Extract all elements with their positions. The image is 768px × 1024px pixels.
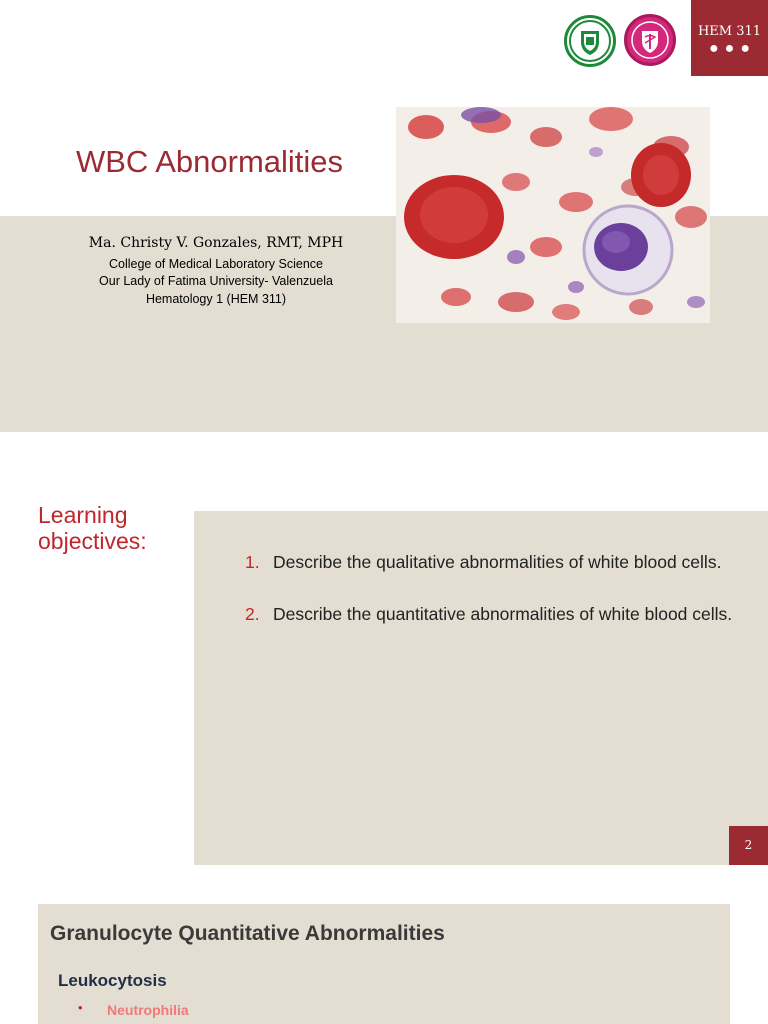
slide-title: Granulocyte Quantitative Abnormalities bbox=[50, 922, 445, 945]
objective-number: 2. bbox=[245, 604, 260, 624]
objectives-heading-text: Learning objectives: bbox=[38, 502, 147, 554]
objectives-slide bbox=[0, 432, 768, 880]
objective-text: Describe the qualitative abnormalities of white blood cells. bbox=[273, 552, 722, 572]
bullet-marker: • bbox=[78, 1000, 83, 1015]
objectives-heading bbox=[38, 502, 168, 554]
shield-icon bbox=[567, 18, 613, 64]
university-seal-logo bbox=[564, 15, 616, 67]
objective-item bbox=[245, 549, 745, 575]
course-code: HEM 311 bbox=[697, 24, 762, 39]
page-number-badge: 2 bbox=[729, 826, 768, 865]
blood-smear-illustration bbox=[396, 107, 710, 323]
affiliation-line: Our Lady of Fatima University- Valenzuela bbox=[99, 274, 333, 288]
granulocyte-slide bbox=[0, 880, 768, 1024]
affiliation-line: Hematology 1 (HEM 311) bbox=[145, 292, 287, 306]
blood-smear-image bbox=[396, 107, 710, 323]
caduceus-shield-icon bbox=[627, 17, 673, 63]
bullet-item: Neutrophilia bbox=[107, 1002, 189, 1018]
affiliation-line: College of Medical Laboratory Science bbox=[108, 257, 323, 271]
course-badge bbox=[691, 0, 768, 76]
slide-title: WBC Abnormalities bbox=[76, 144, 344, 179]
college-seal-logo bbox=[624, 14, 676, 66]
objective-text: Describe the quantitative abnormalities of white blood cells. bbox=[273, 604, 733, 624]
title-slide bbox=[0, 0, 768, 432]
section-subheading: Leukocytosis bbox=[58, 971, 167, 990]
author-name: Ma. Christy V. Gonzales, RMT, MPH bbox=[88, 235, 344, 251]
objective-item bbox=[245, 601, 745, 627]
objective-number: 1. bbox=[245, 552, 260, 572]
badge-dots: ●●● bbox=[709, 40, 756, 57]
